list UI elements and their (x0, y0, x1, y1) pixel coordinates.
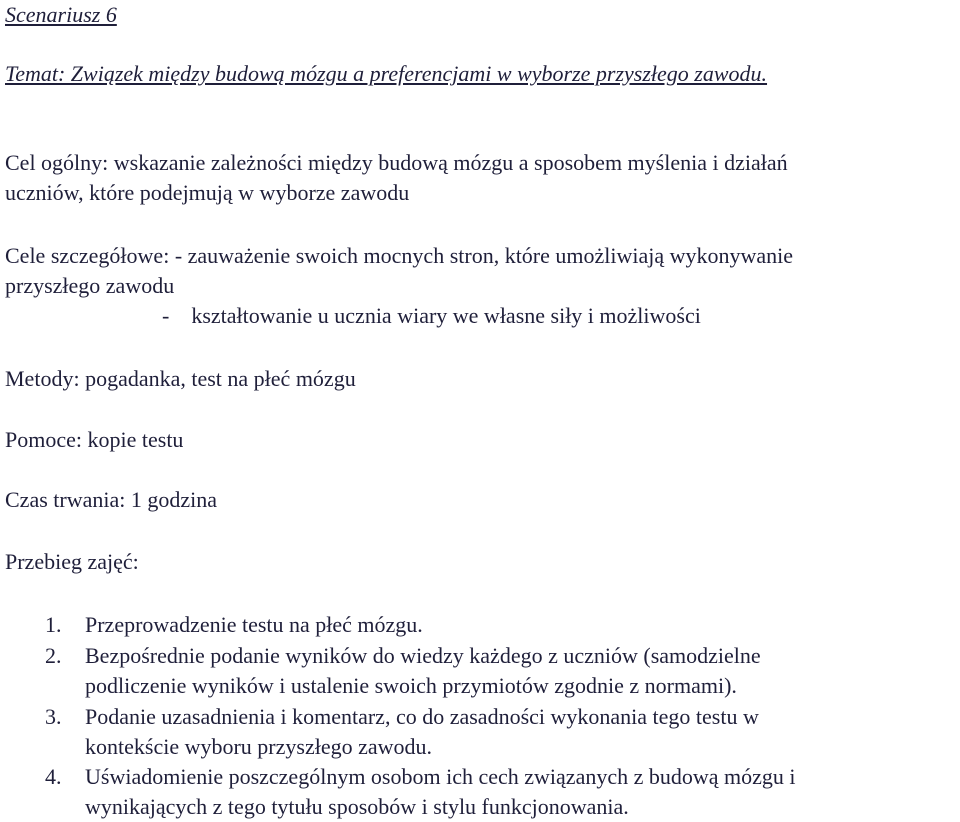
duration-label: Czas trwania: (5, 487, 126, 512)
list-item-text: Przeprowadzenie testu na płeć mózgu. (85, 612, 423, 637)
duration-text: 1 godzina (125, 487, 218, 512)
list-item-text: Bezpośrednie podanie wyników do wiedzy każdego z uczniów (samodzielne podliczenie wyników i ustalenie swoich przymiotów zgodnie z normami). (85, 643, 761, 698)
methods-label: Metody: (5, 366, 80, 391)
specific-goals-text-line3: - kształtowanie u ucznia wiary we własne siły i możliwości (162, 303, 701, 328)
methods-text: pogadanka, test na płeć mózgu (79, 366, 356, 391)
methods-section (5, 364, 356, 394)
list-item-number: 2. (45, 643, 62, 668)
list-item-text: Podanie uzasadnienia i komentarz, co do zasadności wykonania tego testu w kontekście wyboru przyszłego zawodu. (85, 704, 759, 759)
aids-text: kopie testu (82, 427, 184, 452)
specific-goals-label: Cele szczegółowe: (5, 243, 170, 268)
list-item-number: 4. (45, 764, 62, 789)
scenario-title-link[interactable]: Scenariusz 6 (5, 2, 117, 27)
specific-goals-section (5, 241, 793, 331)
specific-goals-text-line1: - zauważenie swoich mocnych stron, które umożliwiają wykonywanie (169, 243, 794, 268)
general-goal-text-line2: uczniów, które podejmują w wyborze zawodu (5, 180, 410, 205)
list-item-number: 1. (45, 612, 62, 637)
course-heading: Przebieg zajęć: (5, 549, 139, 574)
duration-section (5, 485, 217, 515)
list-item-text: Uświadomienie poszczególnym osobom ich cech związanych z budową mózgu i wynikających z tego tytułu sposobów i stylu funkcjonowania. (85, 764, 796, 819)
aids-label: Pomoce: (5, 427, 82, 452)
list-item-number: 3. (45, 704, 62, 729)
aids-section (5, 425, 183, 455)
topic-heading: Temat: Związek między budową mózgu a preferencjami w wyborze przyszłego zawodu. (5, 61, 768, 86)
specific-goals-text-line2: przyszłego zawodu (5, 273, 175, 298)
general-goal-section (5, 148, 788, 208)
general-goal-label: Cel ogólny: (5, 150, 109, 175)
general-goal-text-line1: wskazanie zależności między budową mózgu a sposobem myślenia i działań (108, 150, 788, 175)
